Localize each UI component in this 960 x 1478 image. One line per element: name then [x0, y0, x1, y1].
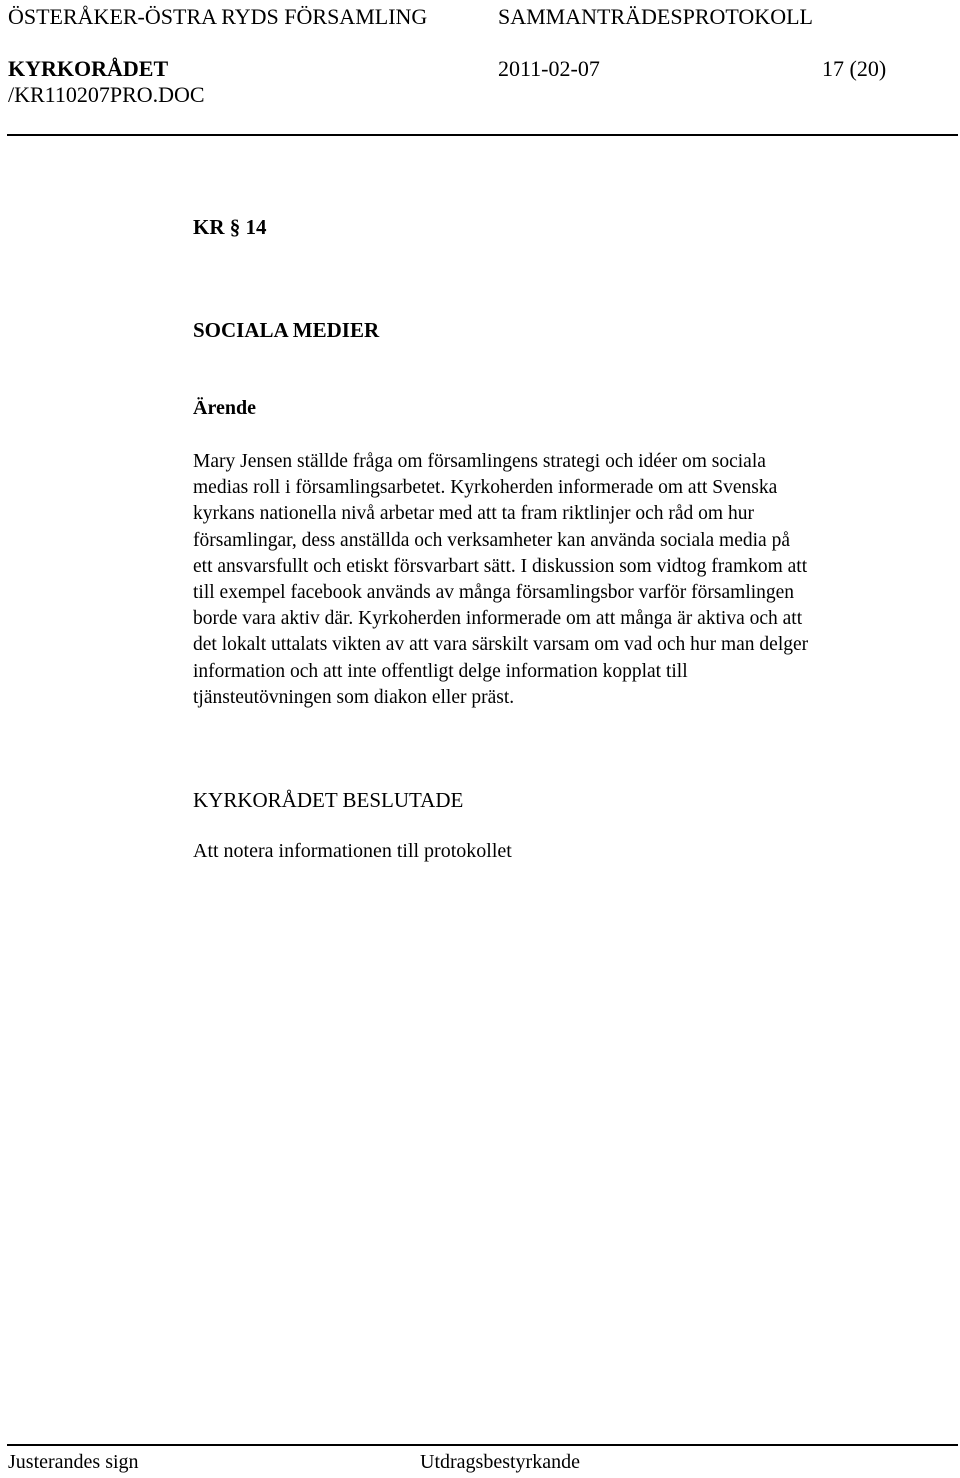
- body-line: medias roll i församlingsarbetet. Kyrkoherden informerade om att Svenska: [193, 477, 778, 499]
- organization-name: ÖSTERÅKER-ÖSTRA RYDS FÖRSAMLING: [8, 4, 428, 29]
- paragraph-number: KR § 14: [193, 215, 267, 239]
- document-filename: /KR110207PRO.DOC: [8, 82, 205, 107]
- section-title: SOCIALA MEDIER: [193, 318, 380, 342]
- body-line: församlingar, dess anställda och verksamheter kan använda sociala media på: [193, 529, 790, 551]
- section-body: [193, 449, 933, 711]
- header-divider: [7, 134, 958, 136]
- footer-left-label: Justerandes sign: [8, 1451, 139, 1473]
- meeting-date: 2011-02-07: [498, 56, 600, 81]
- decision-heading: KYRKORÅDET BESLUTADE: [193, 788, 464, 812]
- footer-divider: [7, 1444, 958, 1446]
- decision-text: Att notera informationen till protokollet: [193, 840, 512, 862]
- section-subheading: Ärende: [193, 397, 256, 419]
- body-line: det lokalt uttalats vikten av att vara särskilt varsam om vad och hur man delger: [193, 634, 809, 656]
- body-line: kyrkans nationella nivå arbetar med att ta fram riktlinjer och råd om hur: [193, 503, 754, 525]
- body-line: till exempel facebook används av många församlingsbor varför församlingen: [193, 582, 795, 604]
- governing-body: KYRKORÅDET: [8, 56, 169, 81]
- body-line: tjänsteutövningen som diakon eller präst.: [193, 686, 515, 708]
- body-line: ett ansvarsfullt och etiskt försvarbart sätt. I diskussion som vidtog framkom att: [193, 555, 808, 577]
- body-line: borde vara aktiv där. Kyrkoherden informerade om att många är aktiva och att: [193, 608, 803, 630]
- footer-right-label: Utdragsbestyrkande: [420, 1451, 580, 1473]
- page-number: 17 (20): [822, 56, 887, 81]
- body-line: Mary Jensen ställde fråga om församlingens strategi och idéer om sociala: [193, 451, 766, 472]
- document-type: SAMMANTRÄDESPROTOKOLL: [498, 4, 813, 29]
- body-line: information och att inte offentligt delge information kopplat till: [193, 660, 688, 682]
